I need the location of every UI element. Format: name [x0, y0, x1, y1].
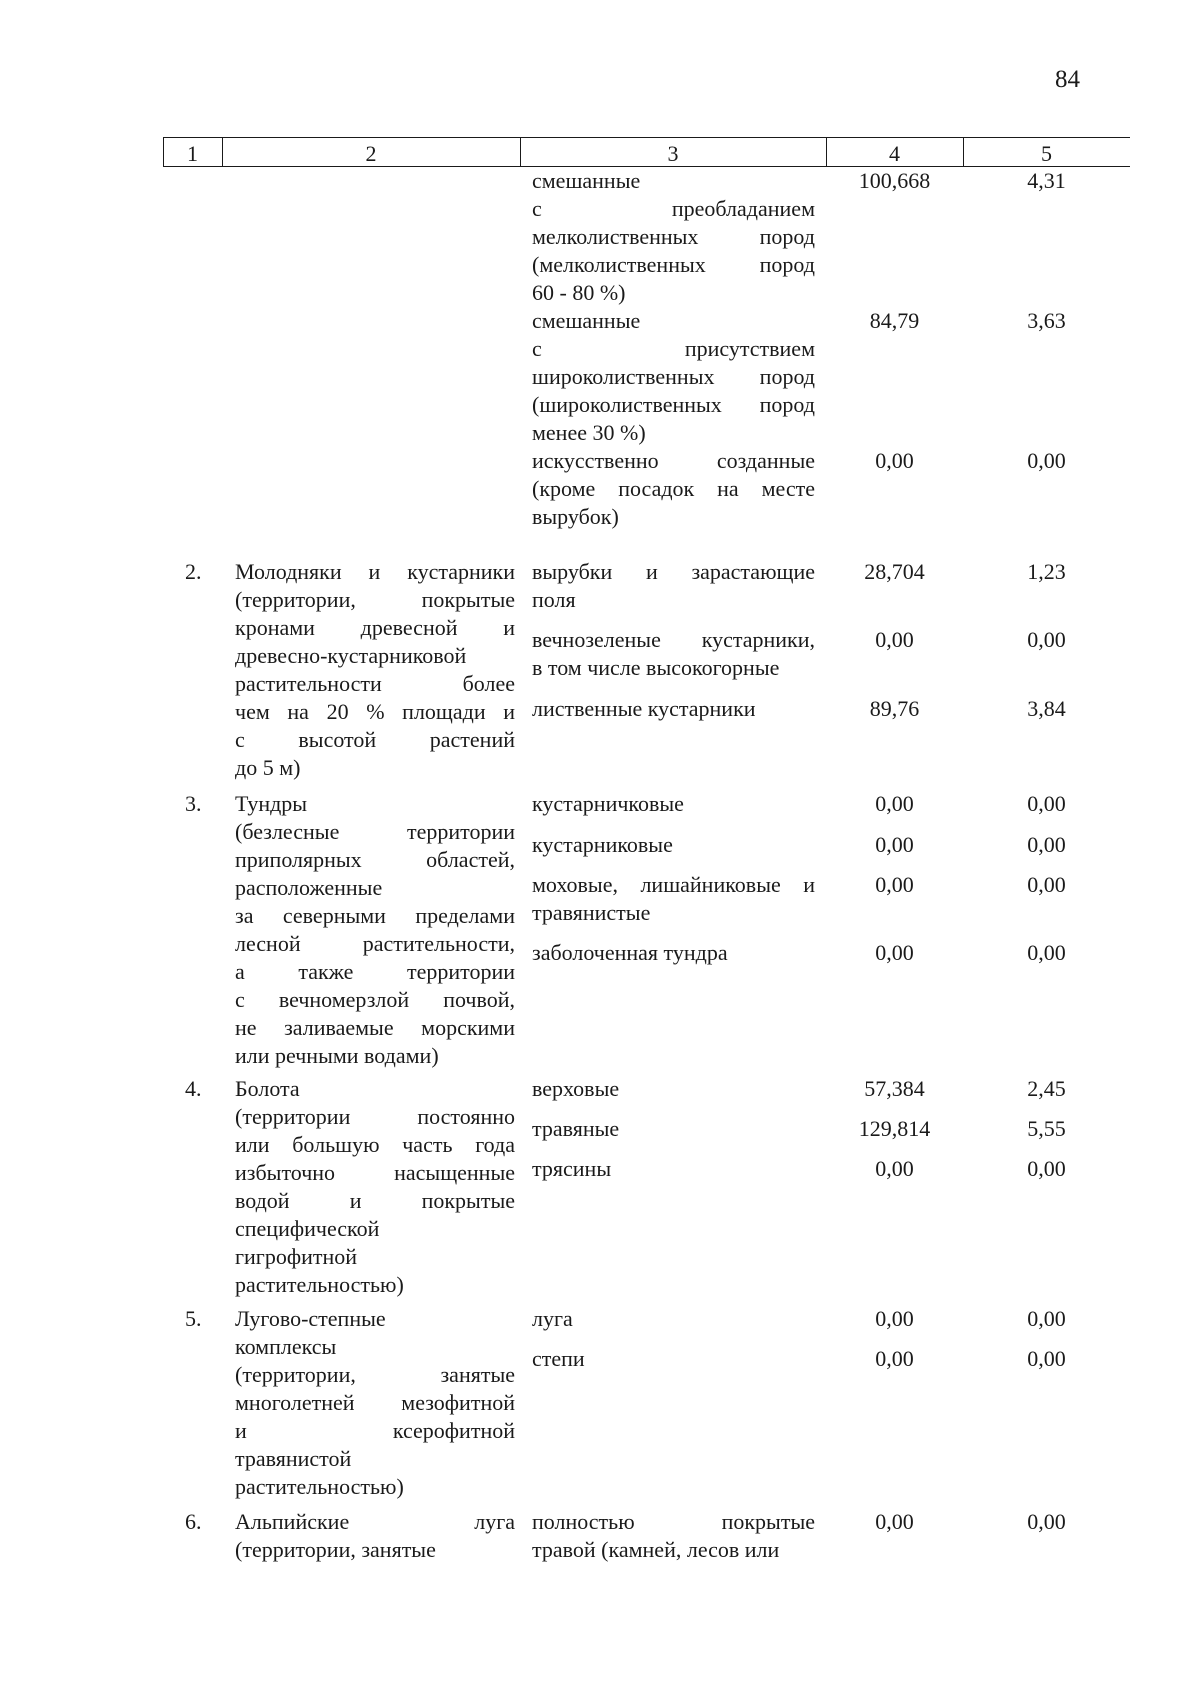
row-number: 6.: [185, 1509, 202, 1534]
cover-type-cell: искусственно созданные (кроме посадок на месте вырубок): [532, 448, 815, 529]
percent-value: 4,31: [1027, 168, 1066, 193]
cover-type-cell: кустарниковые: [532, 832, 673, 857]
ecosystem-description: Лугово-степные комплексы (территории, занятые многолетней мезофитной и ксерофитной травянистой растительностью): [235, 1306, 515, 1499]
area-value: 0,00: [875, 832, 914, 857]
ecosystem-description: Молодняки и кустарники (территории, покрытые кронами древесной и древесно-кустарниковой растительности более чем на 20 % площади и с высотой растений до 5 м): [235, 559, 515, 780]
percent-value: 0,00: [1027, 1306, 1066, 1331]
area-value: 0,00: [875, 1509, 914, 1534]
percent-value: 5,55: [1027, 1116, 1066, 1141]
cover-type-cell: смешанные с преобладанием мелколиственных пород (мелколиственных пород 60 - 80 %): [532, 168, 815, 305]
row-number: 2.: [185, 559, 202, 584]
percent-value: 0,00: [1027, 940, 1066, 965]
percent-value: 0,00: [1027, 1156, 1066, 1181]
table-header-col-4: 4: [889, 141, 900, 166]
cover-type-cell: степи: [532, 1346, 585, 1371]
cover-type-cell: вырубки и зарастающие поля: [532, 559, 815, 612]
cover-type-cell: заболоченная тундра: [532, 940, 728, 965]
area-value: 0,00: [875, 940, 914, 965]
area-value: 84,79: [869, 308, 920, 333]
cover-type-cell: верховые: [532, 1076, 620, 1101]
cover-type-cell: лиственные кустарники: [532, 696, 756, 721]
area-value: 0,00: [875, 448, 914, 473]
cover-type-cell: луга: [532, 1306, 573, 1331]
area-value: 129,814: [858, 1116, 931, 1141]
percent-value: 0,00: [1027, 1346, 1066, 1371]
table-header-top-border: [163, 137, 1130, 138]
cover-type-cell: травяные: [532, 1116, 620, 1141]
ecosystem-description: Болота (территории постоянно или большую часть года избыточно насыщенные водой и покрытые специфической гигрофитной растительностью): [235, 1076, 515, 1297]
area-value: 28,704: [864, 559, 925, 584]
area-value: 57,384: [864, 1076, 925, 1101]
cover-type-cell: кустарничковые: [532, 791, 684, 816]
cover-type-cell: смешанные с присутствием широколиственных пород (широколиственных пород менее 30 %): [532, 308, 815, 445]
percent-value: 0,00: [1027, 872, 1066, 897]
row-number: 5.: [185, 1306, 202, 1331]
percent-value: 0,00: [1027, 832, 1066, 857]
area-value: 0,00: [875, 1346, 914, 1371]
ecosystem-description: Тундры (безлесные территории приполярных областей, расположенные за северными пределами лесной растительности, а также территории с вечномерзлой почвой, не заливаемые морскими или речными водами): [235, 791, 515, 1068]
area-value: 0,00: [875, 1156, 914, 1181]
area-value: 0,00: [875, 627, 914, 652]
percent-value: 0,00: [1027, 627, 1066, 652]
cover-type-cell: трясины: [532, 1156, 612, 1181]
row-number: 4.: [185, 1076, 202, 1101]
table-header-col-1: 1: [187, 141, 198, 166]
cover-type-cell: моховые, лишайниковые и травянистые: [532, 872, 815, 925]
row-number: 3.: [185, 791, 202, 816]
table-header-col-2: 2: [365, 141, 377, 166]
area-value: 89,76: [869, 696, 920, 721]
table-header-col-3: 3: [667, 141, 679, 166]
ecosystem-description: Альпийские луга (территории, занятые: [235, 1509, 515, 1562]
percent-value: 3,84: [1027, 696, 1066, 721]
cover-type-cell: вечнозеленые кустарники, в том числе высокогорные: [532, 627, 815, 680]
table-header-col-5: 5: [1041, 141, 1052, 166]
page-number: 84: [1055, 66, 1080, 93]
percent-value: 0,00: [1027, 1509, 1066, 1534]
area-value: 0,00: [875, 1306, 914, 1331]
percent-value: 2,45: [1027, 1076, 1066, 1101]
area-value: 100,668: [858, 168, 931, 193]
cover-type-cell: полностью покрытые травой (камней, лесов или: [532, 1509, 815, 1562]
percent-value: 3,63: [1027, 308, 1066, 333]
percent-value: 0,00: [1027, 448, 1066, 473]
percent-value: 0,00: [1027, 791, 1066, 816]
area-value: 0,00: [875, 791, 914, 816]
percent-value: 1,23: [1027, 559, 1066, 584]
area-value: 0,00: [875, 872, 914, 897]
